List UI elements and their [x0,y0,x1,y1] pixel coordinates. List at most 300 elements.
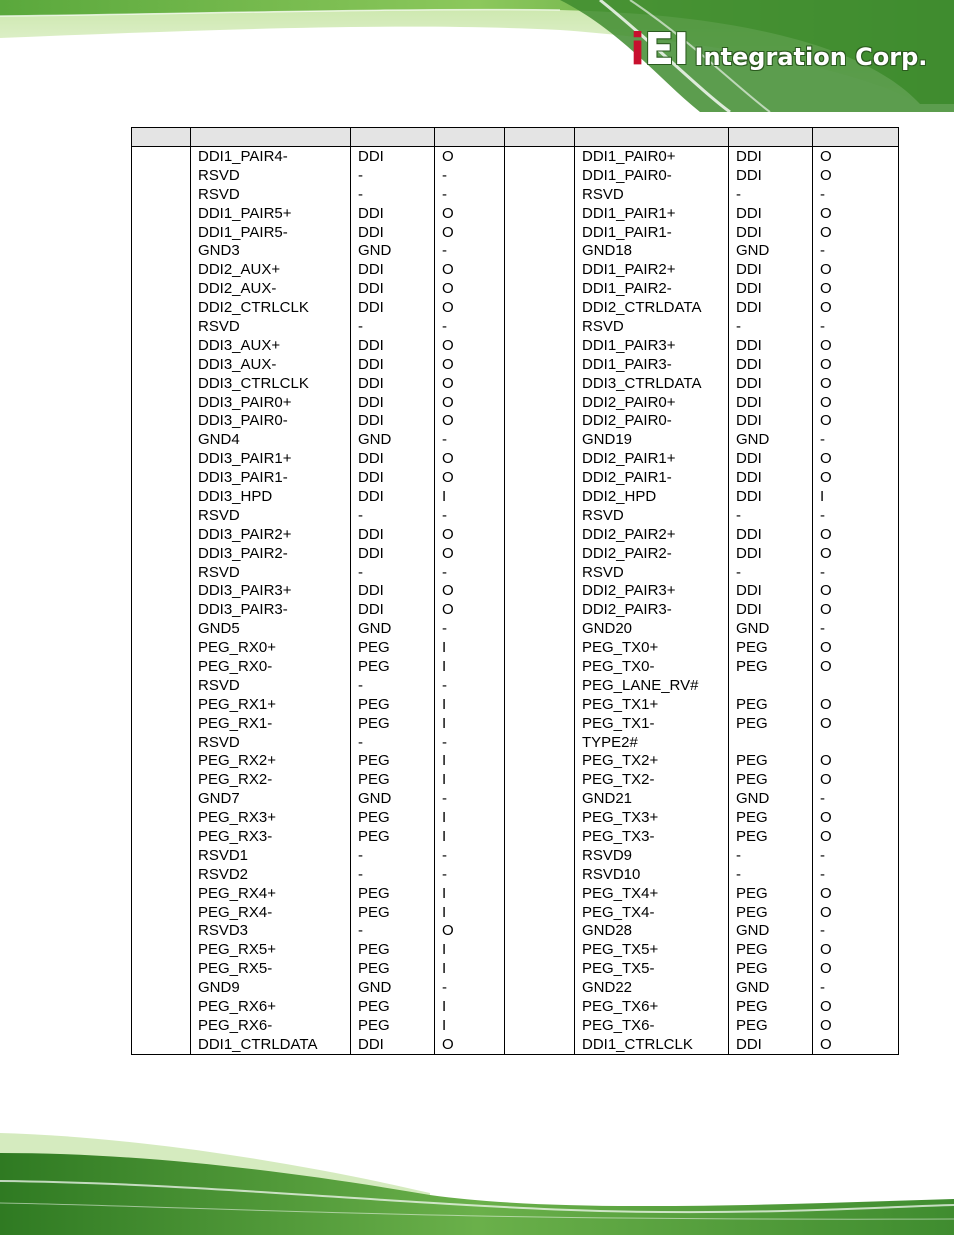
table-header-cell [575,128,729,147]
table-cell: RSVD [575,563,729,582]
table-cell: DDI3_HPD [191,487,351,506]
table-cell: DDI3_PAIR2+ [191,525,351,544]
table-cell: DDI [729,147,813,166]
table-cell: O [813,355,899,374]
table-cell: GND [729,619,813,638]
table-cell: PEG [729,752,813,771]
table-cell: DDI [729,1035,813,1054]
table-cell [132,714,191,733]
table-cell: - [813,506,899,525]
table-cell: - [813,846,899,865]
table-cell [505,581,575,600]
table-cell [505,487,575,506]
pinout-table [131,127,899,1055]
table-cell: O [813,997,899,1016]
table-cell [132,355,191,374]
table-cell: O [813,808,899,827]
table-cell: PEG_TX3+ [575,808,729,827]
table-cell: DDI2_AUX+ [191,260,351,279]
table-cell: PEG_TX1+ [575,695,729,714]
table-cell: O [435,374,505,393]
table-cell: DDI [729,525,813,544]
table-cell: PEG_TX5- [575,959,729,978]
table-cell: GND18 [575,241,729,260]
table-cell: PEG [729,770,813,789]
table-cell [505,147,575,166]
table-cell: - [351,563,435,582]
table-row [132,241,899,260]
table-cell: RSVD [191,166,351,185]
table-cell: I [435,997,505,1016]
table-row [132,903,899,922]
table-cell: PEG_RX2+ [191,752,351,771]
table-cell: O [813,544,899,563]
table-cell: - [813,865,899,884]
table-cell: PEG [351,940,435,959]
table-cell [505,978,575,997]
table-cell: DDI [351,355,435,374]
table-cell [505,544,575,563]
table-cell [505,430,575,449]
table-row [132,865,899,884]
table-cell: - [351,733,435,752]
table-header-cell [505,128,575,147]
table-cell [132,1035,191,1054]
table-cell [505,752,575,771]
table-cell [132,430,191,449]
table-cell: - [435,789,505,808]
table-cell [132,317,191,336]
table-cell [729,676,813,695]
table-cell: PEG [351,770,435,789]
table-cell: DDI [729,468,813,487]
table-cell: DDI [351,468,435,487]
table-row [132,506,899,525]
table-cell: I [435,770,505,789]
table-cell: PEG_TX0- [575,657,729,676]
table-cell [505,1016,575,1035]
table-cell: PEG_TX2+ [575,752,729,771]
table-cell: DDI [729,204,813,223]
table-cell: DDI3_PAIR0- [191,411,351,430]
table-cell: O [813,411,899,430]
table-cell: O [435,525,505,544]
table-cell [132,865,191,884]
table-cell: O [435,411,505,430]
table-cell: PEG [351,903,435,922]
table-cell: DDI [351,449,435,468]
table-cell: O [813,147,899,166]
table-row [132,770,899,789]
table-cell: DDI2_CTRLCLK [191,298,351,317]
table-cell: O [813,600,899,619]
table-cell: PEG [729,903,813,922]
table-cell: PEG [729,1016,813,1035]
table-cell: GND [729,922,813,941]
table-cell: O [435,922,505,941]
table-cell [132,1016,191,1035]
table-cell: GND [351,619,435,638]
table-cell [505,185,575,204]
table-cell: DDI2_PAIR1+ [575,449,729,468]
table-cell [132,336,191,355]
table-cell: DDI1_PAIR3+ [575,336,729,355]
table-cell: O [435,581,505,600]
table-cell [132,241,191,260]
table-cell: DDI3_PAIR1+ [191,449,351,468]
table-cell: DDI1_PAIR4- [191,147,351,166]
table-cell: PEG [351,959,435,978]
table-cell: PEG_TX2- [575,770,729,789]
table-cell [505,940,575,959]
footer-green-swoosh [0,1133,954,1235]
table-row [132,600,899,619]
table-cell [505,922,575,941]
table-cell: O [435,260,505,279]
table-cell: - [435,185,505,204]
table-cell: GND [351,789,435,808]
table-cell: I [435,752,505,771]
table-cell: PEG [351,827,435,846]
table-cell: - [729,846,813,865]
table-row [132,544,899,563]
table-cell: O [435,147,505,166]
table-cell: DDI1_PAIR5- [191,223,351,242]
table-cell [505,959,575,978]
table-cell: DDI2_PAIR2+ [575,525,729,544]
table-cell: O [813,393,899,412]
table-cell [505,223,575,242]
table-row [132,260,899,279]
table-cell: - [435,241,505,260]
table-row [132,789,899,808]
table-cell [505,204,575,223]
table-cell: O [435,468,505,487]
table-cell: PEG_RX3+ [191,808,351,827]
table-cell: O [435,279,505,298]
table-cell [132,978,191,997]
table-cell: I [435,959,505,978]
table-cell: DDI [351,525,435,544]
table-row [132,997,899,1016]
table-cell: PEG [729,959,813,978]
table-cell: - [435,506,505,525]
table-cell: - [729,185,813,204]
table-cell: PEG_TX0+ [575,638,729,657]
table-cell: DDI [351,223,435,242]
table-cell: RSVD10 [575,865,729,884]
table-cell: DDI [729,260,813,279]
table-cell: DDI2_PAIR3- [575,600,729,619]
table-cell: PEG_RX6- [191,1016,351,1035]
table-cell: DDI [351,600,435,619]
table-row [132,449,899,468]
table-cell: O [435,298,505,317]
table-cell: - [351,846,435,865]
table-cell: DDI [729,298,813,317]
table-row [132,355,899,374]
brand-logo-name: Integration Corp. [694,43,928,71]
table-cell [813,733,899,752]
table-cell: DDI1_PAIR5+ [191,204,351,223]
table-cell: PEG [729,827,813,846]
table-cell [813,676,899,695]
table-row [132,393,899,412]
page-header-banner [0,0,954,112]
table-cell [505,865,575,884]
table-cell: PEG [729,638,813,657]
table-cell: O [813,827,899,846]
table-cell: - [435,733,505,752]
table-cell [505,260,575,279]
table-cell [505,374,575,393]
table-cell: PEG [729,657,813,676]
table-cell: PEG [351,997,435,1016]
table-cell [132,147,191,166]
table-cell: I [435,695,505,714]
table-row [132,940,899,959]
table-cell: - [813,241,899,260]
table-cell: PEG [351,808,435,827]
table-cell: PEG_TX4+ [575,884,729,903]
table-cell [505,619,575,638]
table-body [132,147,899,1055]
table-row [132,978,899,997]
table-cell [132,374,191,393]
table-cell: GND [351,978,435,997]
table-cell: DDI2_AUX- [191,279,351,298]
table-cell: GND7 [191,789,351,808]
table-cell [132,903,191,922]
table-cell: O [813,1035,899,1054]
table-cell: - [351,922,435,941]
table-cell: O [813,695,899,714]
table-cell: DDI [729,449,813,468]
table-cell: DDI2_PAIR3+ [575,581,729,600]
table-cell: RSVD9 [575,846,729,865]
table-cell [505,770,575,789]
table-row [132,430,899,449]
table-cell: DDI3_PAIR3+ [191,581,351,600]
table-row [132,185,899,204]
table-cell: - [351,166,435,185]
table-cell: PEG [351,714,435,733]
table-cell: PEG_TX5+ [575,940,729,959]
table-cell: DDI [351,260,435,279]
table-cell [505,657,575,676]
table-cell: O [813,714,899,733]
table-cell: O [435,204,505,223]
table-cell: - [351,185,435,204]
table-cell [132,789,191,808]
table-cell [505,600,575,619]
table-cell [132,657,191,676]
table-cell: O [813,468,899,487]
table-cell [505,393,575,412]
table-cell [132,449,191,468]
table-cell: - [813,430,899,449]
table-cell [505,714,575,733]
table-cell [132,581,191,600]
table-row [132,336,899,355]
table-row [132,695,899,714]
table-cell: O [813,940,899,959]
table-row [132,714,899,733]
table-row [132,147,899,166]
table-cell: PEG_RX0- [191,657,351,676]
table-row [132,317,899,336]
table-cell: RSVD [191,563,351,582]
table-cell [505,1035,575,1054]
table-row [132,487,899,506]
table-cell: I [435,903,505,922]
table-cell: PEG [351,695,435,714]
table-cell: PEG [729,940,813,959]
table-cell: GND [351,241,435,260]
table-cell [132,185,191,204]
table-cell [132,959,191,978]
table-cell: DDI [351,147,435,166]
table-cell: PEG_TX4- [575,903,729,922]
table-cell [132,770,191,789]
table-header-cell [132,128,191,147]
table-row [132,638,899,657]
table-cell: O [435,1035,505,1054]
table-cell [505,298,575,317]
table-cell: I [435,657,505,676]
table-cell: PEG_RX1- [191,714,351,733]
table-row [132,657,899,676]
table-cell: RSVD [191,506,351,525]
table-cell: O [435,355,505,374]
table-cell: DDI3_AUX+ [191,336,351,355]
table-cell: - [813,789,899,808]
table-cell: PEG [351,1016,435,1035]
table-cell [132,525,191,544]
table-cell: DDI1_PAIR0+ [575,147,729,166]
table-cell: DDI [351,544,435,563]
table-cell [132,752,191,771]
table-cell [505,884,575,903]
table-cell [505,355,575,374]
table-row [132,411,899,430]
table-row [132,619,899,638]
table-cell: RSVD [191,317,351,336]
table-cell: GND [729,241,813,260]
table-row [132,733,899,752]
table-cell: RSVD [191,676,351,695]
table-cell [132,298,191,317]
table-cell: DDI3_PAIR2- [191,544,351,563]
table-cell: PEG_TX6- [575,1016,729,1035]
table-cell [132,468,191,487]
table-cell: DDI [729,166,813,185]
table-header-cell [435,128,505,147]
table-cell [505,336,575,355]
table-cell: O [813,374,899,393]
table-cell: PEG_RX4- [191,903,351,922]
table-cell [505,695,575,714]
table-cell: PEG_RX5+ [191,940,351,959]
table-row [132,563,899,582]
table-cell: DDI1_PAIR3- [575,355,729,374]
table-cell [505,468,575,487]
table-cell: O [813,298,899,317]
table-cell: DDI [729,544,813,563]
table-cell: PEG_RX5- [191,959,351,978]
table-cell: - [435,865,505,884]
brand-logo [630,24,928,75]
table-cell: I [435,487,505,506]
table-cell: PEG [729,695,813,714]
table-cell: - [813,978,899,997]
table-cell: PEG_TX6+ [575,997,729,1016]
table-cell [505,903,575,922]
table-cell: - [729,865,813,884]
table-cell: PEG_RX4+ [191,884,351,903]
table-cell: DDI [729,374,813,393]
table-row [132,752,899,771]
table-cell: - [813,317,899,336]
table-cell [505,827,575,846]
table-cell: I [435,1016,505,1035]
table-cell [132,544,191,563]
table-row [132,922,899,941]
table-cell: DDI1_PAIR0- [575,166,729,185]
table-cell: RSVD2 [191,865,351,884]
table-cell: DDI [729,223,813,242]
table-cell: GND20 [575,619,729,638]
table-cell: DDI [351,1035,435,1054]
table-cell [505,317,575,336]
table-cell: DDI1_PAIR2+ [575,260,729,279]
table-cell: DDI [351,374,435,393]
table-cell: O [813,279,899,298]
table-cell: PEG [351,752,435,771]
table-cell: DDI1_CTRLDATA [191,1035,351,1054]
table-cell [505,789,575,808]
table-cell: PEG [351,657,435,676]
table-cell [132,600,191,619]
table-cell: RSVD [575,317,729,336]
table-cell: O [435,544,505,563]
table-cell: DDI [351,298,435,317]
table-header-cell [351,128,435,147]
table-cell: GND4 [191,430,351,449]
table-cell [132,204,191,223]
table-cell: DDI [729,487,813,506]
table-cell [132,411,191,430]
table-cell [505,733,575,752]
table-cell [132,260,191,279]
table-cell: - [351,676,435,695]
table-cell: - [729,506,813,525]
table-cell [132,695,191,714]
table-cell [132,393,191,412]
table-row [132,468,899,487]
table-cell: - [435,676,505,695]
table-cell: - [813,563,899,582]
table-row [132,808,899,827]
table-cell: GND [729,978,813,997]
table-cell [132,733,191,752]
table-cell: O [813,657,899,676]
table-cell: DDI2_CTRLDATA [575,298,729,317]
table-cell: DDI [729,336,813,355]
table-cell: O [813,166,899,185]
table-row [132,1016,899,1035]
table-cell [505,997,575,1016]
